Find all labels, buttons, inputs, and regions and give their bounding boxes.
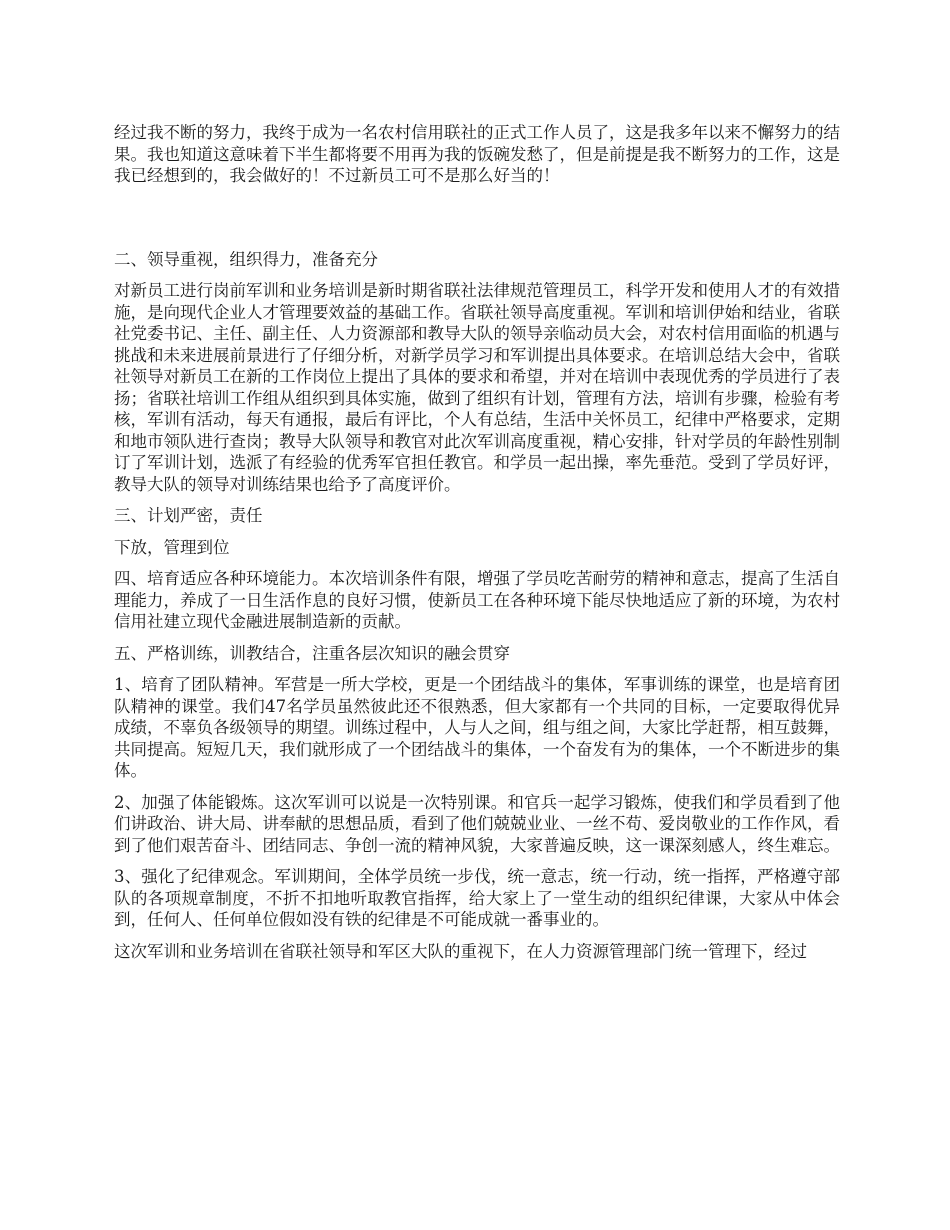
section-4-paragraph: 四、培育适应各种环境能力。本次培训条件有限，增强了学员吃苦耐劳的精神和意志，提高了生活自理能力，养成了一日生活作息的良好习惯，使新员工在各种环境下能尽快地适应了新的环境，为农村信用社建立现代金融进展制造新的贡献。 bbox=[114, 569, 840, 631]
closing-paragraph: 这次军训和业务培训在省联社领导和军区大队的重视下，在人力资源管理部门统一管理下，经过 bbox=[114, 941, 807, 961]
section-spacer bbox=[114, 197, 840, 249]
section-5-heading: 五、严格训练，训教结合，注重各层次知识的融会贯穿 bbox=[114, 643, 510, 663]
item-2-paragraph: 2、加强了体能锻炼。这次军训可以说是一次特别课。和官兵一起学习锻炼，使我们和学员看到了他们讲政治、讲大局、讲奉献的思想品质，看到了他们兢兢业业、一丝不苟、爱岗敬业的工作作风，看到了他们艰苦奋斗、团结同志、争创一流的精神风貌，大家普遍反映，这一课深刻感人，终生难忘。 bbox=[114, 792, 840, 855]
section-3-continuation: 下放，管理到位 bbox=[114, 537, 230, 557]
document-page bbox=[114, 122, 840, 972]
section-2-heading: 二、领导重视，组织得力，准备充分 bbox=[114, 249, 378, 269]
intro-paragraph: 经过我不断的努力，我终于成为一名农村信用联社的正式工作人员了，这是我多年以来不懈努力的结果。我也知道这意味着下半生都将要不用再为我的饭碗发愁了，但是前提是我不断努力的工作，这是我已经想到的，我会做好的！不过新员工可不是那么好当的！ bbox=[114, 123, 840, 185]
section-3-heading: 三、计划严密，责任 bbox=[114, 506, 263, 525]
item-3-paragraph: 3、强化了纪律观念。军训期间，全体学员统一步伐，统一意志，统一行动，统一指挥，严格遵守部队的各项规章制度，不折不扣地听取教官指挥，给大家上了一堂生动的组织纪律课，大家从中体会到，任何人、任何单位假如没有铁的纪律是不可能成就一番事业的。 bbox=[114, 867, 840, 929]
section-2-paragraph: 对新员工进行岗前军训和业务培训是新时期省联社法律规范管理员工，科学开发和使用人才的有效措施，是向现代企业人才管理要效益的基础工作。省联社领导高度重视。军训和培训伊始和结业，省联社党委书记、主任、副主任、人力资源部和教导大队的领导亲临动员大会，对农村信用面临的机遇与挑战和未来进展前景进行了仔细分析，对新学员学习和军训提出具体要求。在培训总结大会中，省联社领导对新员工在新的工作岗位上提出了具体的要求和希望，并对在培训中表现优秀的学员进行了表扬；省联社培训工作组从组织到具体实施，做到了组织有计划，管理有方法，培训有步骤，检验有考核，军训有活动，每天有通报，最后有评比，个人有总结，生活中关怀员工，纪律中严格要求，定期和地市领队进行查岗；教导大队领导和教官对此次军训高度重视，精心安排，针对学员的年龄性别制订了军训计划，选派了有经验的优秀军官担任教官。和学员一起出操，率先垂范。受到了学员好评，教导大队的领导对训练结果也给予了高度评价。 bbox=[114, 281, 840, 494]
item-1-paragraph: 1、培育了团队精神。军营是一所大学校，更是一个团结战斗的集体，军事训练的课堂，也是培育团队精神的课堂。我们47名学员虽然彼此还不很熟悉，但大家都有一个共同的目标，一定要取得优异成绩，不辜负各级领导的期望。训练过程中，人与人之间，组与组之间，大家比学赶帮，相互鼓舞，共同提高。短短几天，我们就形成了一个团结战斗的集体，一个奋发有为的集体，一个不断进步的集体。 bbox=[114, 675, 840, 780]
